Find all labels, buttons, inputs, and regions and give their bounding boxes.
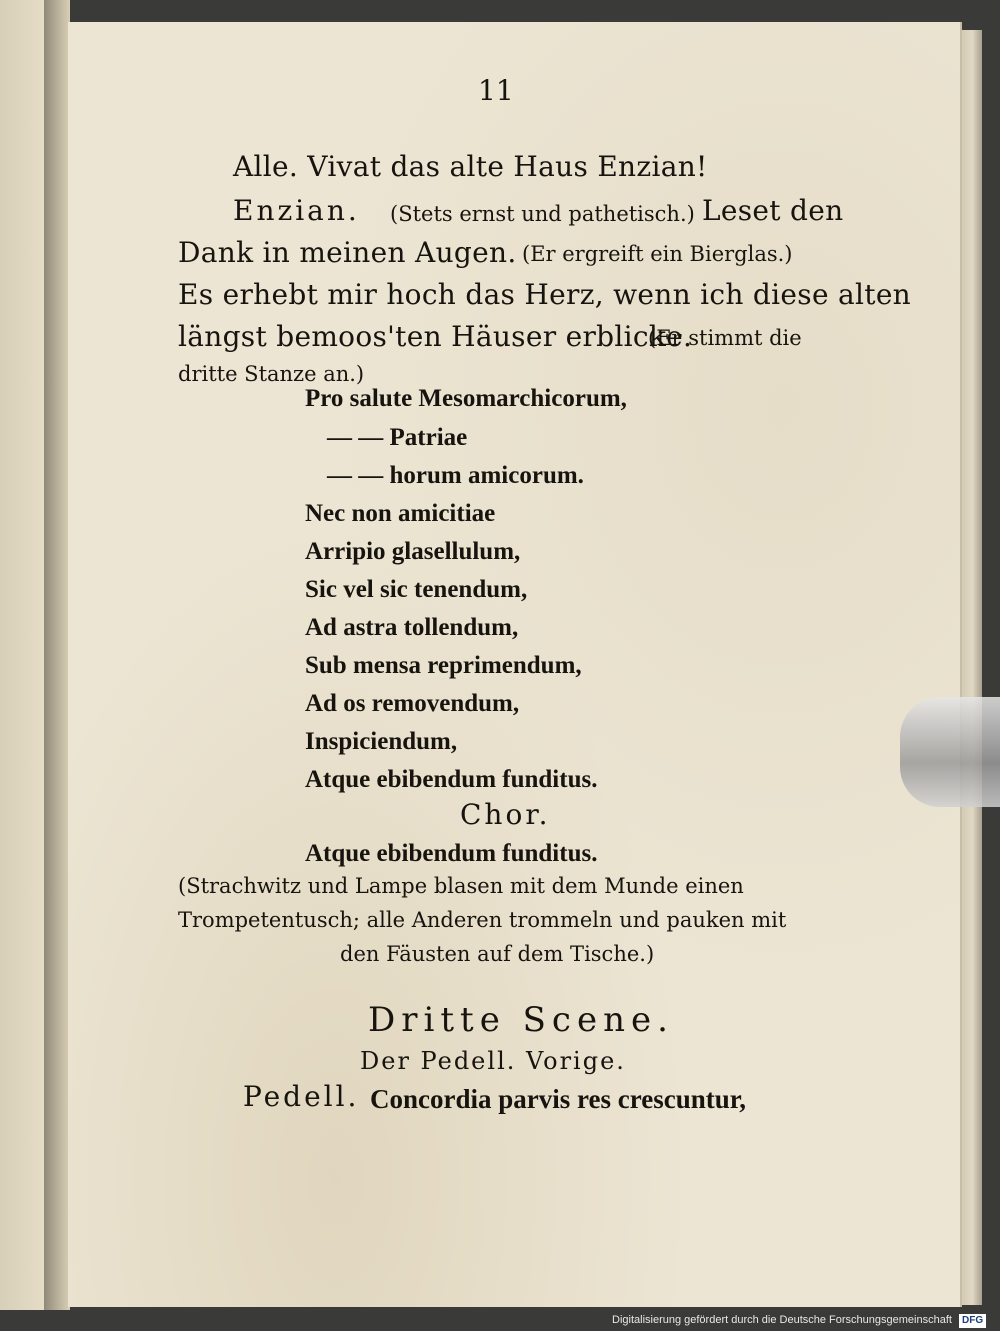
chor-line: Atque ebibendum funditus. xyxy=(305,840,598,867)
last-line: Concordia parvis res crescuntur, xyxy=(370,1084,746,1114)
scene-title: Dritte Scene. xyxy=(368,1000,674,1040)
scene-cast: Der Pedell. Vorige. xyxy=(360,1047,626,1075)
book-gutter xyxy=(44,0,70,1310)
book-page xyxy=(68,22,960,1307)
speaker-enzian: Enzian. xyxy=(233,194,360,227)
stage-direction-1: (Stets ernst und pathetisch.) xyxy=(390,202,695,226)
verse-line: — — horum amicorum. xyxy=(327,462,584,489)
line-alle: Alle. Vivat das alte Haus Enzian! xyxy=(233,150,708,183)
previous-page xyxy=(0,0,47,1310)
page-clip xyxy=(900,697,1000,807)
speaker-pedell: Pedell. xyxy=(243,1080,360,1113)
footer-text: Digitalisierung gefördert durch die Deutsche Forschungsgemeinschaft xyxy=(612,1314,952,1326)
verse-line: Ad astra tollendum, xyxy=(305,614,519,641)
line-4: Es erhebt mir hoch das Herz, wenn ich diese alten xyxy=(178,278,912,311)
verse-line: Arripio glasellulum, xyxy=(305,538,521,565)
verse-line: Nec non amicitiae xyxy=(305,500,496,527)
verse-line: Ad os removendum, xyxy=(305,690,520,717)
verse-line: Sub mensa reprimendum, xyxy=(305,652,582,679)
stage-direction-4-l3: den Fäusten auf dem Tische.) xyxy=(340,942,655,966)
stage-direction-4: (Strachwitz und Lampe blasen mit dem Munde einen xyxy=(178,874,744,898)
verse-line: Sic vel sic tenendum, xyxy=(305,576,528,603)
verse-line: Pro salute Mesomarchicorum, xyxy=(305,385,627,412)
stage-direction-3-cont: dritte Stanze an.) xyxy=(178,362,365,386)
line-3: Dank in meinen Augen. xyxy=(178,236,517,269)
line-5: längst bemoos'ten Häuser erblicke. xyxy=(178,320,693,353)
page-text xyxy=(68,22,960,1307)
verse-line: — — Patriae xyxy=(327,424,468,451)
verse-line: Inspiciendum, xyxy=(305,728,458,755)
chor-label: Chor. xyxy=(460,798,551,831)
dfg-logo: DFG xyxy=(959,1314,986,1328)
stage-direction-4-l2: Trompetentusch; alle Anderen trommeln und pauken mit xyxy=(178,908,787,932)
line-2-end: Leset den xyxy=(702,194,844,227)
stage-direction-3: (Er stimmt die xyxy=(648,326,802,350)
page-number: 11 xyxy=(478,74,514,107)
next-pages-edge xyxy=(958,30,982,1305)
footer-credit xyxy=(612,1310,1000,1331)
stage-direction-2: (Er ergreift ein Bierglas.) xyxy=(522,242,793,266)
verse-line: Atque ebibendum funditus. xyxy=(305,766,598,793)
